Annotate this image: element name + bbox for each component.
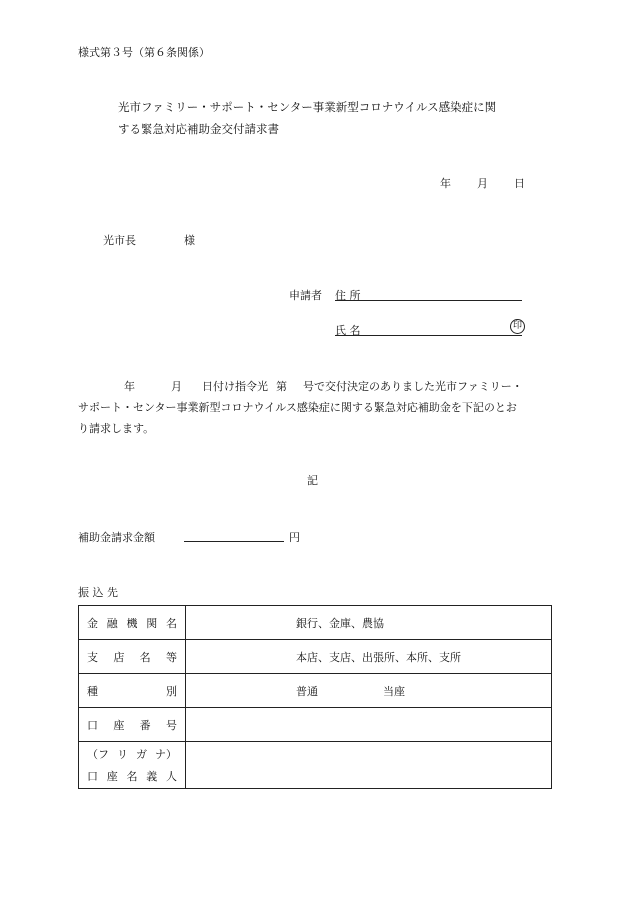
date-year-label: 年: [440, 177, 451, 190]
table-row: [79, 606, 552, 640]
statement-line-2: サポート・センター事業新型コロナウイルス感染症に関する緊急対応補助金を下記のとお: [78, 401, 517, 414]
amount-unit: 円: [289, 531, 300, 544]
amount-input-line[interactable]: [184, 541, 284, 542]
statement-decision: 号で交付決定のありました光市ファミリー・: [303, 380, 523, 393]
date-field[interactable]: [440, 175, 525, 191]
table-row: [79, 708, 552, 742]
table-row: [79, 674, 552, 708]
account-type-label: 種 別: [79, 674, 186, 708]
title-line-1: 光市ファミリー・サポート・センター事業新型コロナウイルス感染症に関: [118, 100, 497, 114]
bank-info-table: [78, 605, 552, 789]
title-line-2: する緊急対応補助金交付請求書: [118, 122, 279, 136]
addressee-honorific: 様: [184, 234, 195, 247]
statement-month: 月: [171, 380, 182, 393]
bank-name-field[interactable]: 銀行、金庫、農協: [186, 606, 552, 640]
branch-name-field[interactable]: 本店、支店、出張所、本所、支所: [186, 640, 552, 674]
account-number-field[interactable]: [186, 708, 552, 742]
address-label: 住 所: [335, 289, 361, 302]
account-number-label: 口 座 番 号: [79, 708, 186, 742]
statement-dai: 第: [276, 380, 287, 393]
table-row: [79, 640, 552, 674]
form-number: 様式第３号（第６条関係）: [78, 46, 210, 59]
addressee-name: 光市長: [103, 234, 136, 247]
document-title: [118, 96, 538, 140]
account-holder-label: （フ リ ガ ナ） 口 座 名 義 人: [79, 742, 186, 789]
statement-year: 年: [124, 380, 135, 393]
account-holder-field[interactable]: [186, 742, 552, 789]
branch-name-label: 支 店 名 等: [79, 640, 186, 674]
request-statement: [78, 376, 556, 439]
ki-heading: 記: [307, 474, 318, 487]
account-type-ordinary[interactable]: 普通: [296, 684, 318, 698]
bank-name-label: 金 融 機 関 名: [79, 606, 186, 640]
address-input-line[interactable]: [335, 300, 522, 301]
account-type-field[interactable]: [186, 674, 552, 708]
name-input-line[interactable]: [335, 335, 522, 336]
seal-mark: 印: [510, 319, 525, 334]
statement-line-3: り請求します。: [78, 422, 155, 435]
amount-label: 補助金請求金額: [78, 531, 155, 544]
account-type-current[interactable]: 当座: [383, 684, 405, 698]
date-month-label: 月: [477, 177, 488, 190]
date-day-label: 日: [514, 177, 525, 190]
name-label: 氏 名: [335, 324, 361, 337]
applicant-label: 申請者: [289, 289, 322, 302]
table-row: [79, 742, 552, 789]
statement-date-ref: 日付け指令光: [202, 380, 268, 393]
transfer-heading: 振 込 先: [78, 586, 118, 599]
